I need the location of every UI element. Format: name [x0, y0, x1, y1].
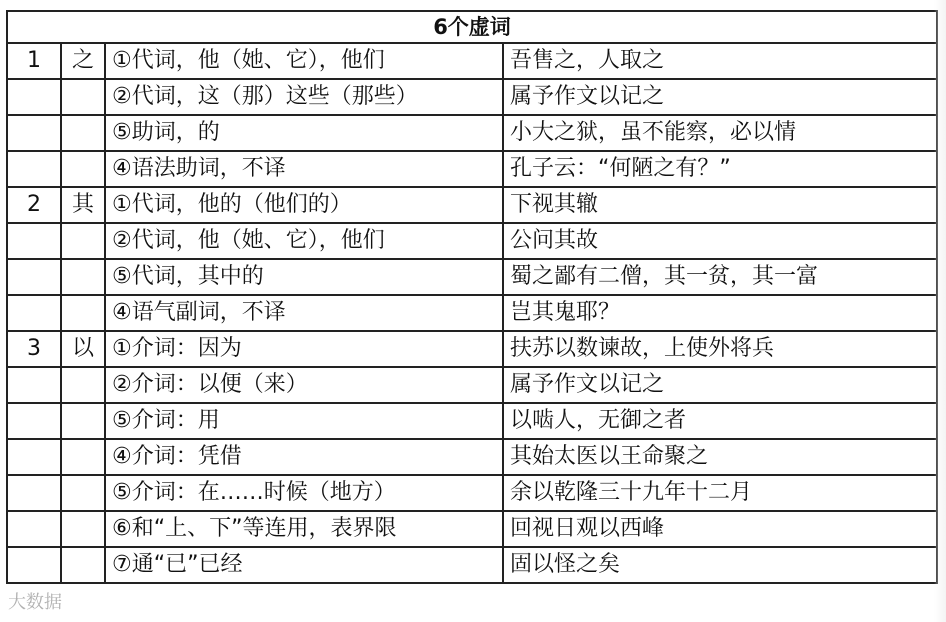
usage-cell[interactable]: ①代词，他的（他们的）	[105, 187, 503, 223]
usage-cell[interactable]: ⑤助词，的	[105, 115, 503, 151]
row-number-cell[interactable]	[7, 547, 61, 583]
row-number-cell[interactable]	[7, 79, 61, 115]
example-cell[interactable]: 蜀之鄙有二僧，其一贫，其一富	[503, 259, 937, 295]
usage-cell[interactable]: ②介词：以便（来）	[105, 367, 503, 403]
table-title-row	[7, 11, 937, 43]
usage-cell[interactable]: ①代词，他（她、它），他们	[105, 43, 503, 79]
example-cell[interactable]: 余以乾隆三十九年十二月	[503, 475, 937, 511]
example-cell[interactable]: 公问其故	[503, 223, 937, 259]
usage-cell[interactable]: ②代词，这（那）这些（那些）	[105, 79, 503, 115]
function-word-cell[interactable]	[61, 403, 105, 439]
function-word-cell[interactable]	[61, 115, 105, 151]
row-number-cell[interactable]	[7, 439, 61, 475]
example-cell[interactable]: 以啮人，无御之者	[503, 403, 937, 439]
usage-cell[interactable]: ④介词：凭借	[105, 439, 503, 475]
table-row	[7, 295, 937, 331]
example-cell[interactable]: 下视其辙	[503, 187, 937, 223]
usage-cell[interactable]: ①介词：因为	[105, 331, 503, 367]
table-row	[7, 331, 937, 367]
usage-cell[interactable]: ⑦通“已”已经	[105, 547, 503, 583]
function-word-cell[interactable]	[61, 475, 105, 511]
usage-cell[interactable]: ⑤代词，其中的	[105, 259, 503, 295]
row-number-cell[interactable]	[7, 115, 61, 151]
example-cell[interactable]: 属予作文以记之	[503, 367, 937, 403]
row-number-cell[interactable]	[7, 403, 61, 439]
row-number-cell[interactable]	[7, 259, 61, 295]
example-cell[interactable]: 小大之狱，虽不能察，必以情	[503, 115, 937, 151]
right-edge-shade	[934, 0, 946, 622]
table-title[interactable]: 6个虚词	[7, 11, 937, 43]
usage-cell[interactable]: ⑤介词：用	[105, 403, 503, 439]
example-cell[interactable]: 孔子云：“何陋之有？”	[503, 151, 937, 187]
example-cell[interactable]: 其始太医以王命聚之	[503, 439, 937, 475]
row-number-cell[interactable]	[7, 511, 61, 547]
function-word-cell[interactable]	[61, 439, 105, 475]
example-cell[interactable]: 岂其鬼耶？	[503, 295, 937, 331]
row-number-cell[interactable]	[7, 367, 61, 403]
table-row	[7, 115, 937, 151]
example-cell[interactable]: 固以怪之矣	[503, 547, 937, 583]
function-word-cell[interactable]	[61, 367, 105, 403]
function-word-cell[interactable]	[61, 295, 105, 331]
function-word-cell[interactable]	[61, 547, 105, 583]
table-row	[7, 547, 937, 583]
example-cell[interactable]: 回视日观以西峰	[503, 511, 937, 547]
table-row	[7, 187, 937, 223]
table-row	[7, 43, 937, 79]
usage-cell[interactable]: ⑤介词：在……时候（地方）	[105, 475, 503, 511]
function-word-cell[interactable]	[61, 511, 105, 547]
example-cell[interactable]: 吾售之，人取之	[503, 43, 937, 79]
table-row	[7, 367, 937, 403]
table-row	[7, 79, 937, 115]
watermark-text: 大数据	[8, 592, 62, 613]
function-word-cell[interactable]: 其	[61, 187, 105, 223]
table-row	[7, 223, 937, 259]
row-number-cell[interactable]	[7, 223, 61, 259]
usage-cell[interactable]: ④语法助词，不译	[105, 151, 503, 187]
table-row	[7, 403, 937, 439]
function-words-table	[6, 10, 938, 584]
function-word-cell[interactable]	[61, 79, 105, 115]
table-row	[7, 511, 937, 547]
usage-cell[interactable]: ⑥和“上、下”等连用，表界限	[105, 511, 503, 547]
function-word-cell[interactable]: 之	[61, 43, 105, 79]
table-row	[7, 151, 937, 187]
table-row	[7, 439, 937, 475]
row-number-cell[interactable]: 1	[7, 43, 61, 79]
function-word-cell[interactable]	[61, 151, 105, 187]
usage-cell[interactable]: ④语气副词，不译	[105, 295, 503, 331]
table-row	[7, 475, 937, 511]
function-word-cell[interactable]	[61, 223, 105, 259]
function-word-cell[interactable]: 以	[61, 331, 105, 367]
row-number-cell[interactable]: 2	[7, 187, 61, 223]
example-cell[interactable]: 属予作文以记之	[503, 79, 937, 115]
row-number-cell[interactable]: 3	[7, 331, 61, 367]
row-number-cell[interactable]	[7, 295, 61, 331]
example-cell[interactable]: 扶苏以数谏故，上使外将兵	[503, 331, 937, 367]
row-number-cell[interactable]	[7, 151, 61, 187]
function-word-cell[interactable]	[61, 259, 105, 295]
table-row	[7, 259, 937, 295]
row-number-cell[interactable]	[7, 475, 61, 511]
usage-cell[interactable]: ②代词，他（她、它），他们	[105, 223, 503, 259]
